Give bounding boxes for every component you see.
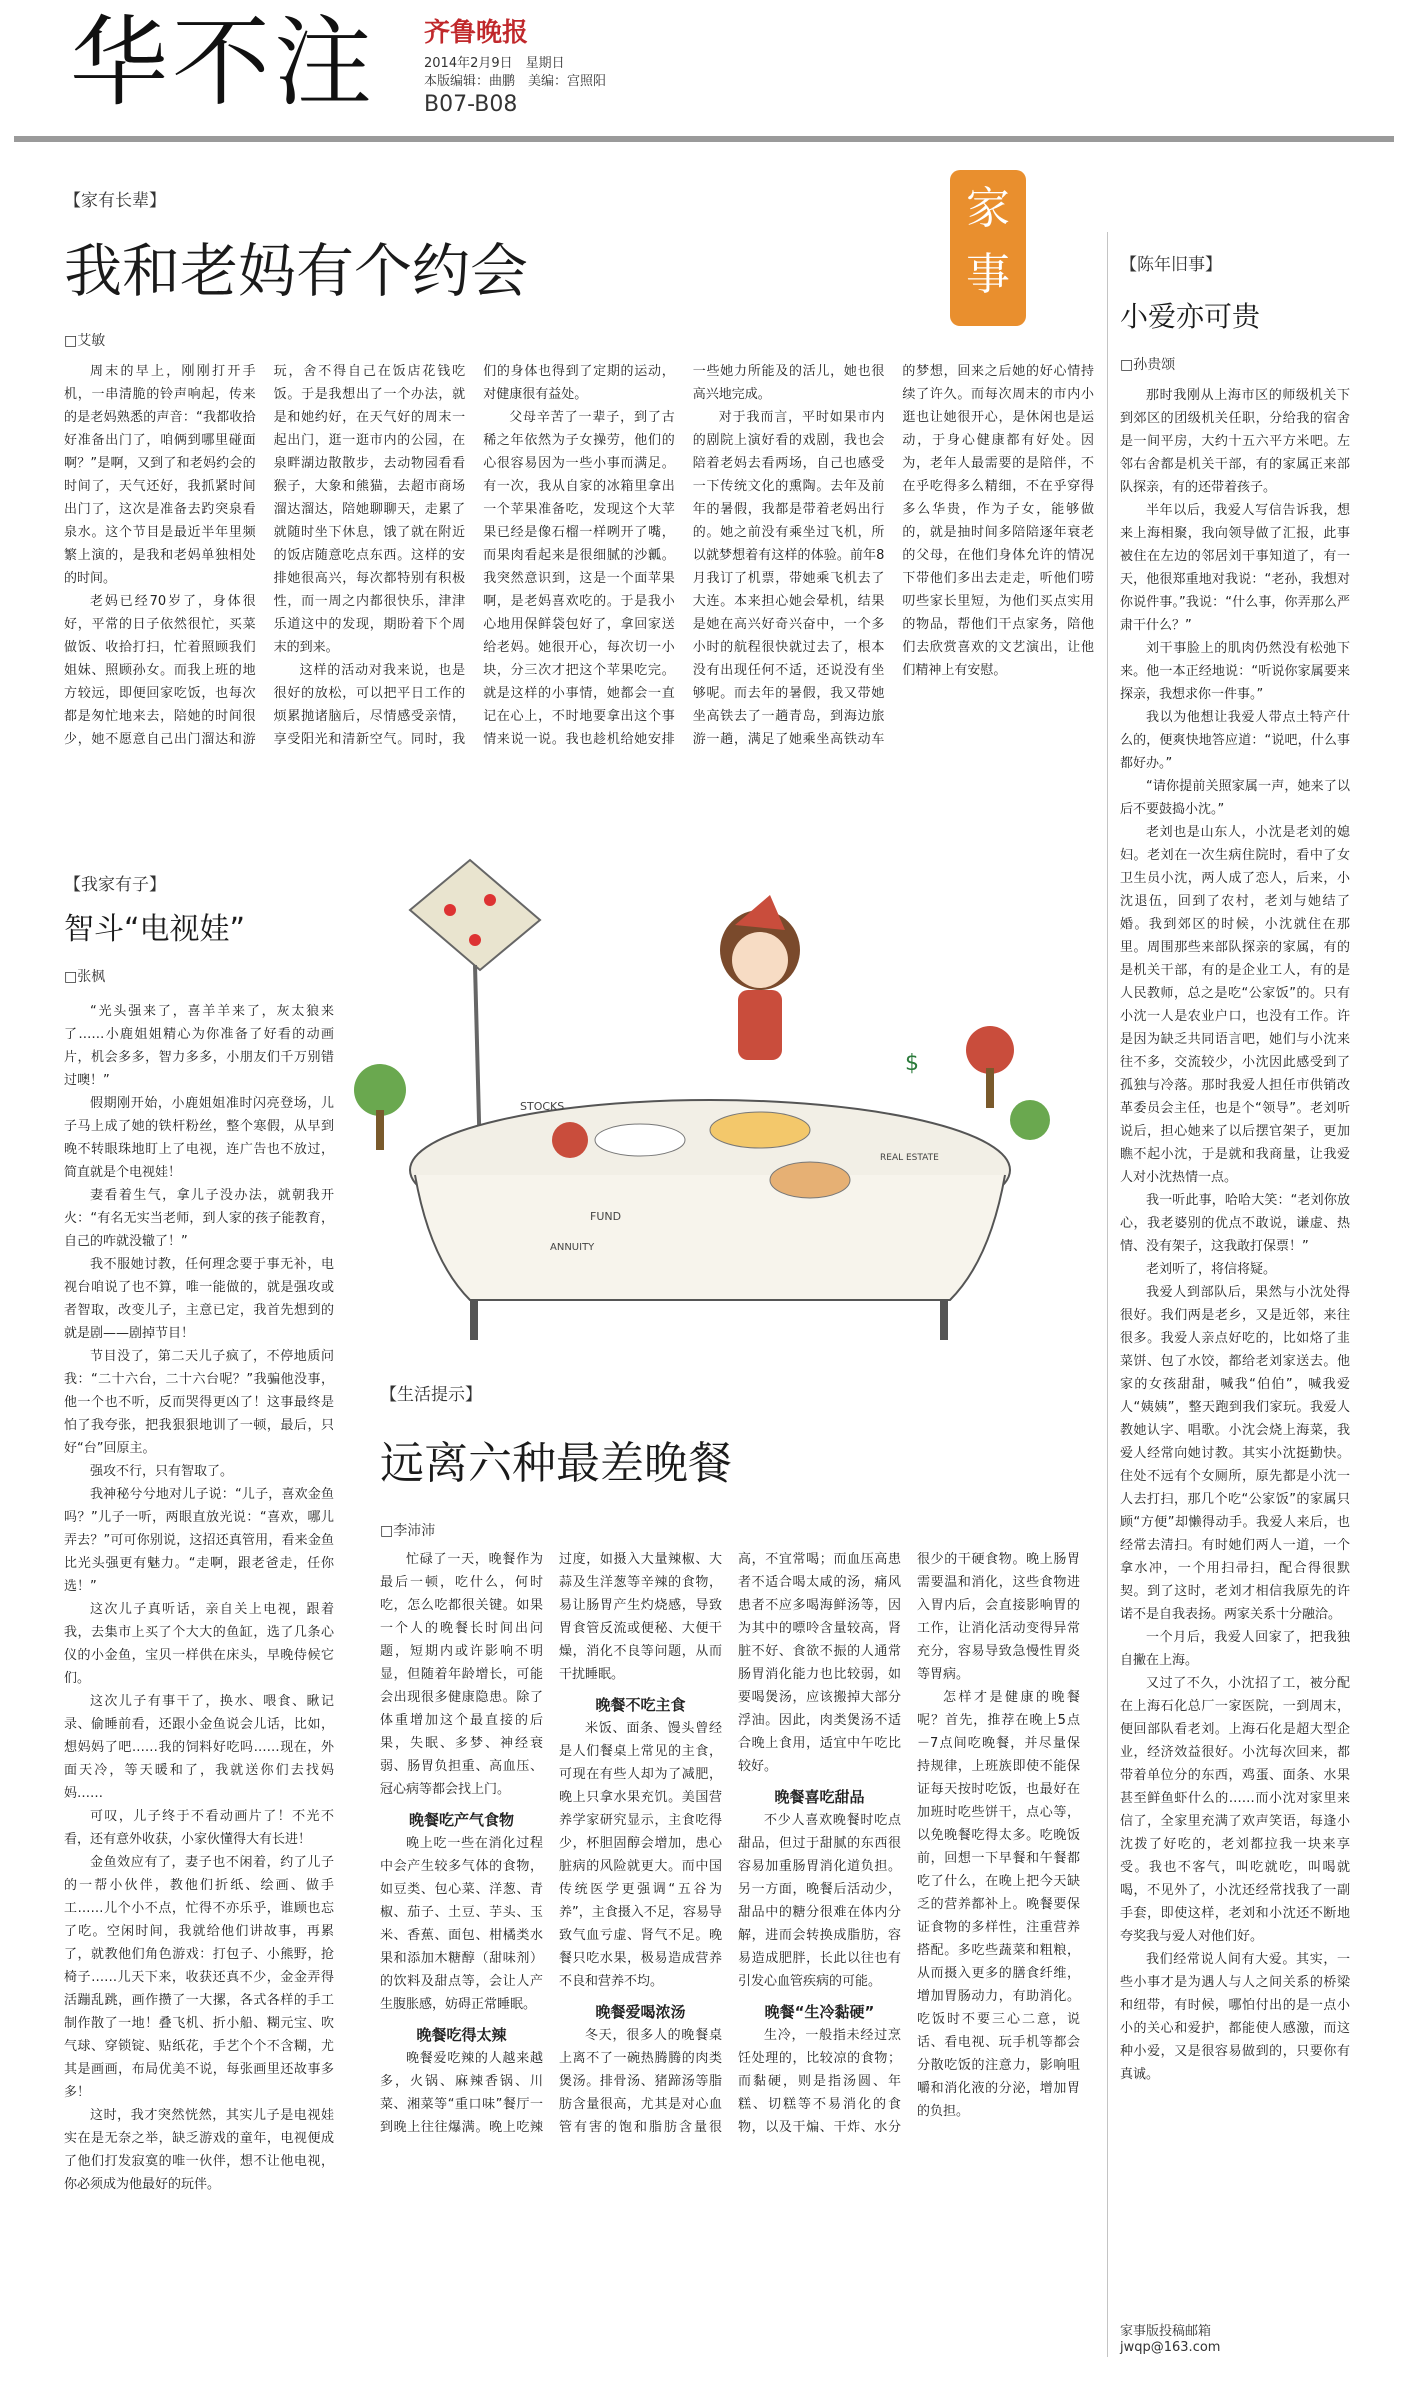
paragraph: 金鱼效应有了，妻子也不闲着，约了儿子的一帮小伙伴，教他们折纸、绘画、做手工……儿个小不点，忙得不亦乐乎，谁顾也忘了吃。空闲时间，我就给他们讲故事，再累了，就教他们角色游戏：打包子、小熊野，抢椅子……儿天下来，收获还真不少，金金弄得活蹦乱跳，画作攒了一大摞，各式各样的手工制作散了一地！叠飞机、折小船、糊元宝、吹气球、穿锁锭、贴纸花，手艺个个不含糊，尤其是画画，布局优美不说，每张画里还故事多多！	[64, 1855, 334, 2100]
paragraph: 半年以后，我爱人写信告诉我，想来上海相聚，我向领导做了汇报，此事被住在左边的邻居刘干事知道了，有一天，他很郑重地对我说：“老孙，我想对你说件事。”我说：“什么事，你弄那么严肃干什么？”	[1120, 503, 1350, 633]
article-body	[64, 360, 1094, 855]
real-estate-label: REAL ESTATE	[880, 1153, 939, 1163]
contact-email[interactable]: jwqp@163.com	[1120, 2340, 1221, 2355]
paragraph: 冬天，很多人的晚餐桌上离不了一碗热腾腾的肉类煲汤。排骨汤、猪蹄汤等脂肪含量很高，尤其是对心血管有害的饱和脂肪含量很高，不宜常喝；而血压高患者不适合喝太咸的汤，痛风患者不应多喝海鲜汤等，因为其中的嘌呤含量较高，肾脏不好、食欲不振的人通常肠胃消化能力也比较弱，如要喝煲汤，应该搬掉大部分浮油。因此，肉类煲汤不适合晚上食用，适宜中午吃比较好。	[559, 1552, 901, 2135]
roast-chicken-icon	[770, 1162, 850, 1198]
section-heading: 晚餐吃产气食物	[408, 1811, 514, 1829]
section-heading: 晚餐“生冷黏硬”	[764, 2003, 875, 2021]
section-heading: 晚餐吃得太辣	[416, 2026, 507, 2044]
paragraph: 怎样才是健康的晚餐呢？首先，推荐在晚上5点－7点间吃晚餐，并尽量保持规律，上班族即使不能保证每天按时吃饭，也最好在加班时吃些饼干，点心等，以免晚餐吃得太多。吃晚饭前，回想一下早餐和午餐都吃了什么，在晚上把今天缺乏的营养都补上。晚餐要保证食物的多样性，注重营养搭配。多吃些蔬菜和粗粮，从而摄入更多的膳食纤维，增加胃肠动力，有助消化。吃饭时不要三心二意，说话、看电视、玩手机等都会分散吃饭的注意力，影响咀嚼和消化液的分泌，增加胃的负担。	[917, 1690, 1080, 2119]
paragraph: 刘干事脸上的肌肉仍然没有松弛下来。他一本正经地说：“听说你家属要来探亲，我想求你一件事。”	[1120, 641, 1350, 702]
stocks-label: STOCKS	[520, 1100, 565, 1113]
paragraph: 我爱人到部队后，果然与小沈处得很好。我们两是老乡，又是近邻，来往很多。我爱人亲点好吃的，比如烙了韭菜饼、包了水饺，都给老刘家送去。他家的女孩甜甜，喊我“伯伯”，喊我爱人“姨姨”，整天跑到我们家玩。我爱人教她认字、唱歌。小沈会烧上海菜，我爱人经常向她讨教。其实小沈挺勤快。住处不远有个女厕所，原先都是小沈一人去打扫，那几个吃“公家饭”的家属只顾“方便”却懒得动手。我爱人来后，也经常去清扫。有时她们两人一道，一个拿水冲，一个用扫帚扫，配合得很默契。到了这时，老刘才相信我原先的许诺不是自我表扬。两家关系十分融洽。	[1120, 1285, 1350, 1622]
paragraph: 节目没了，第二天儿子疯了，不停地质问我：“二十六台，二十六台呢？”我骗他没事，他一个也不听，反而哭得更凶了！这事最终是怕了我夸张，把我狠狠地训了一顿，最后，只好“台”回原主。	[64, 1349, 334, 1456]
contact-label: 家事版投稿邮箱	[1120, 2324, 1212, 2339]
paragraph: 又过了不久，小沈招了工，被分配在上海石化总厂一家医院，一到周末，便回部队看老刘。上海石化是超大型企业，经济效益很好。小沈每次回来，都带着单位分的东西，鸡蛋、面条、水果甚至鲜鱼虾什么的……而小沈对家里来信了，全家里充满了欢声笑语，每逢小沈拨了好吃的，老刘都拉我一块来享受。我也不客气，叫吃就吃，叫喝就喝，不见外了，小沈还经常找我了一副手套，即使这样，老刘和小沈还不断地夸奖我与爱人对他们好。	[1120, 1676, 1350, 1944]
paragraph: 父母辛苦了一辈子，到了古稀之年依然为子女操劳，他们的心很容易因为一些小事而满足。有一次，我从自家的冰箱里拿出一个苹果准备吃，发现这个大苹果已经是像石榴一样咧开了嘴，而果肉看起来是很细腻的沙瓤。我突然意识到，这是一个面苹果啊，是老妈喜欢吃的。于是我小心地用保鲜袋包好了，拿回家送给老妈。她很开心，每次切一小块，分三次才把这个苹果吃完。就是这样的小事情，她都会一直记在心上，不时地要拿出这个事情来说一说。我也趁机给她安排一些她力所能及的活儿，她也很高兴地完成。	[483, 364, 885, 747]
editor-credits: 本版编辑：曲鹏 美编：宫照阳	[424, 74, 607, 89]
article-headline: 我和老妈有个约会	[64, 237, 529, 305]
plate-icon	[595, 1124, 685, 1156]
article-body	[64, 1000, 334, 2345]
article-byline: □张枫	[64, 969, 106, 985]
newspaper-name: 齐鲁晚报	[424, 18, 529, 48]
paragraph: 可叹，儿子终于不看动画片了！不光不看，还有意外收获，小家伙懂得大有长进！	[64, 1809, 334, 1847]
paragraph: 假期刚开始，小鹿姐姐准时闪亮登场，儿子马上成了她的铁杆粉丝，整个寒假，从早到晚不转眼珠地盯上了电视，连广告也不放过，简直就是个电视娃！	[64, 1096, 334, 1180]
article-body	[380, 1548, 1080, 2348]
paragraph: 这次儿子有事干了，换水、喂食、瞅记录、偷睡前看，还跟小金鱼说会儿话，比如，想妈妈了吧……我的饲料好吃吗……现在，外面天冷，等天暖和了，我就送你们去找妈妈……	[64, 1694, 334, 1801]
masthead-rule	[14, 136, 1394, 142]
paragraph: 这时，我才突然恍然，其实儿子是电视娃实在是无奈之举，缺乏游戏的童年，电视便成了他们打发寂寞的唯一伙伴，想不让他电视，你必须成为他最好的玩伴。	[64, 2108, 334, 2192]
bananas-icon	[710, 1112, 810, 1148]
section-title: 华不注	[70, 6, 377, 120]
section-heading: 晚餐爱喝浓汤	[595, 2003, 686, 2021]
page-numbers: B07-B08	[424, 92, 518, 117]
paragraph: 不少人喜欢晚餐时吃点甜品，但过于甜腻的东西很容易加重肠胃消化道负担。另一方面，晚餐后活动少，甜品中的糖分很难在体内分解，进而会转换成脂肪，容易造成肥胖，长此以往也有引发心血管疾病的可能。	[738, 1813, 901, 1989]
paragraph: 米饭、面条、馒头曾经是人们餐桌上常见的主食，可现在有些人却为了减肥，晚上只拿水果充饥。美国营养学家研究显示，主食吃得少，杯胆固醇会增加，患心脏病的风险就更大。而中国传统医学更强调“五谷为养”，主食摄入不足，容易导致气血亏虚、肾气不足。晚餐只吃水果，极易造成营养不良和营养不均。	[559, 1721, 722, 1989]
paragraph: 那时我刚从上海市区的师级机关下到郊区的团级机关任职，分给我的宿舍是一间平房，大约十五六平方米吧。左邻右舍都是机关干部，有的家属正来部队探亲，有的还带着孩子。	[1120, 388, 1350, 495]
paragraph: 妻看着生气，拿儿子没办法，就朝我开火：“有名无实当老师，到人家的孩子能教育，自己的咋就没辙了！”	[64, 1188, 334, 1249]
paragraph: 强攻不行，只有智取了。	[90, 1464, 234, 1479]
paragraph: 我不服她讨教，任何理念要于事无补，电视台咱说了也不算，唯一能做的，就是强攻或者智取，改变儿子，主意已定，我首先想到的就是剧——剧掉节目！	[64, 1257, 334, 1341]
paragraph: 晚餐爱吃辣的人越来越多，火锅、麻辣香锅、川菜、湘菜等“重口味”餐厅一到晚上往往爆满。晚上吃辣过度，如摄入大量辣椒、大蒜及生洋葱等辛辣的食物，易让肠胃产生灼烧感，导致胃食管反流或便秘、大便干燥，消化不良等问题，从而干扰睡眠。	[380, 1552, 722, 2135]
paragraph: 一个月后，我爱人回家了，把我独自撇在上海。	[1120, 1630, 1350, 1668]
paragraph: 这样的活动对我来说，也是很好的放松，可以把平日工作的烦累抛诸脑后，尽情感受亲情，享受阳光和清新空气。同时，我们的身体也得到了定期的运动，对健康很有益处。	[273, 364, 675, 747]
tablecloth	[415, 1175, 1005, 1300]
section-badge	[950, 170, 1026, 326]
paragraph: 晚上吃一些在消化过程中会产生较多气体的食物，如豆类、包心菜、洋葱、青椒、茄子、土豆、芋头、玉米、香蕉、面包、柑橘类水果和添加木糖醇（甜味剂）的饮料及甜点等，会让人产生腹胀感，妨碍正常睡眠。	[380, 1836, 543, 2012]
paragraph: 老妈已经70岁了，身体很好，平常的日子依然很忙，买菜做饭、收拾打扫，忙着照顾我们姐妹、照顾孙女。而我上班的地方较远，即便回家吃饭，也每次都是匆忙地来去，陪她的时间很少，她不愿意自己出门溜达和游玩，舍不得自己在饭店花钱吃饭。于是我想出了一个办法，就是和她约好，在天气好的周末一起出门，逛一逛市内的公园，在泉畔湖边散散步，去动物园看看猴子，大象和熊猫，去超市商场溜达溜达，陪她聊聊天，走累了就随时坐下休息，饿了就在附近的饭店随意吃点东西。这样的安排她很高兴，每次都特别有积极性，而一周之内都很快乐，津津乐道这中的发现，期盼着下个周末的到来。	[64, 364, 466, 747]
girl-character-icon	[720, 895, 800, 1060]
article-byline: □李沛沛	[380, 1523, 436, 1539]
annuity-label: ANNUITY	[550, 1242, 595, 1253]
article-headline: 小爱亦可贵	[1120, 300, 1261, 333]
article-tag: 【我家有子】	[64, 875, 166, 895]
paragraph: “请你提前关照家属一声，她来了以后不要鼓捣小沈。”	[1120, 779, 1350, 817]
paragraph: 我们经常说人间有大爱。其实，一些小事才是为遇人与人之间关系的桥梁和纽带，有时候，哪怕付出的是一点小小的关心和爱护，都能使人感激，而这种小爱，又是很容易做到的，只要你有真诚。	[1120, 1952, 1350, 2082]
paragraph: 对于我而言，平时如果市内的剧院上演好看的戏剧，我也会陪着老妈去看两场，自己也感受一下传统文化的熏陶。去年及前年的暑假，我都是带着老妈出行的。她之前没有乘坐过飞机，所以就梦想着有这样的体验。前年8月我订了机票，带她乘飞机去了大连。本来担心她会晕机，结果是她在高兴好奇兴奋中，一个多小时的航程很快就过去了，根本没有出现任何不适，还说没有坐够呢。而去年的暑假，我又带她坐高铁去了一趟青岛，到海边旅游一趟，满足了她乘坐高铁动车的梦想，回来之后她的好心情持续了许久。而每次周末的市内小逛也让她很开心，是休闲也是运动，于身心健康都有好处。因为，老年人最需要的是陪伴，不在乎吃得多么精细，不在乎穿得多么华贵，作为子女，能够做的，就是抽时间多陪陪逐年衰老的父母，在他们身体允许的情况下带他们多出去走走，听他们唠叨些家长里短，为他们买点实用的物品，帮他们干点家务，陪他们去欣赏喜欢的文艺演出，让他们精神上有安慰。	[692, 364, 1094, 747]
article-byline: □孙贵颂	[1120, 357, 1176, 373]
paragraph: 老刘听了，将信将疑。	[1146, 1262, 1277, 1277]
article-tag: 【生活提示】	[380, 1385, 482, 1405]
paragraph: 这次儿子真听话，亲自关上电视，跟着我，去集市上买了个大大的鱼缸，选了几条心仪的小金鱼，宝贝一样供在床头，早晚侍候它们。	[64, 1602, 334, 1686]
section-heading: 晚餐喜吃甜品	[774, 1788, 865, 1806]
article-tag: 【陈年旧事】	[1120, 255, 1222, 275]
paragraph: 周末的早上，刚刚打开手机，一串清脆的铃声响起，传来的是老妈熟悉的声音：“我都收拾好准备出门了，咱俩到哪里碰面啊？”是啊，又到了和老妈约会的时间了，天气还好，我抓紧时间出门了，这次是准备去趵突泉看泉水。这个节目是最近半年里频繁上演的，是我和老妈单独相处的时间。	[64, 364, 256, 586]
dollar-sign-label: $	[905, 1051, 919, 1076]
paragraph: 生冷，一般指未经过烹饪处理的，比较凉的食物；而黏硬，则是指汤圆、年糕、切糕等不易消化的食物，以及干煸、干炸、水分很少的干硬食物。晚上肠胃需要温和消化，这些食物进入胃内后，会直接影响胃的工作，让消化活动变得异常充分，容易导致急慢性胃炎等胃病。	[738, 1552, 1080, 2135]
paragraph: 我神秘兮兮地对儿子说：“儿子，喜欢金鱼吗？”儿子一听，两眼直放光说：“喜欢，哪儿弄去？”可可你别说，这招还真管用，看来金鱼比光头强更有魅力。“走啊，跟老爸走，任你选！”	[64, 1487, 334, 1594]
column-divider	[1107, 232, 1108, 2357]
issue-date: 2014年2月9日 星期日	[424, 56, 565, 71]
article-tag: 【家有长辈】	[64, 191, 166, 211]
article-body	[1120, 384, 1350, 2314]
article-byline: □艾敏	[64, 333, 106, 349]
badge-text: 家事	[966, 183, 1010, 300]
article-headline: 智斗“电视娃”	[64, 912, 246, 947]
fruit-icon	[552, 1122, 588, 1158]
paragraph: 老刘也是山东人，小沈是老刘的媳妇。老刘在一次生病住院时，看中了女卫生员小沈，两人成了恋人，后来，小沈退伍，回到了农村，老刘与她结了婚。我到郊区的时候，小沈就住在那里。周围那些来部队探亲的家属，有的是机关干部，有的是企业工人，有的是人民教师，总之是吃“公家饭”的。只有小沈一人是农业户口，也没有工作。许是因为缺乏共同语言吧，她们与小沈来往不多，交流较少，小沈因此感受到了孤独与冷落。那时我爱人担任市供销改革委员会主任，也是个“领导”。老刘听说后，担心她来了以后摆官架子，更加瞧不起小沈，于是就和我商量，让我爱人对小沈热情一点。	[1120, 825, 1350, 1185]
paragraph: “光头强来了，喜羊羊来了，灰太狼来了……小鹿姐姐精心为你准备了好看的动画片，机会多多，智力多多，小朋友们千万别错过噢！”	[64, 1004, 334, 1088]
dinner-table-illustration	[340, 840, 1060, 1360]
paragraph: 忙碌了一天，晚餐作为最后一顿，吃什么，何时吃，怎么吃都很关键。如果一个人的晚餐长时间出问题，短期内或许影响不明显，但随着年龄增长，可能会出现很多健康隐患。除了体重增加这个最直接的后果，失眠、多梦、神经衰弱、肠胃负担重、高血压、冠心病等都会找上门。	[380, 1552, 543, 1797]
paragraph: 我以为他想让我爱人带点土特产什么的，便爽快地答应道：“说吧，什么事都好办。”	[1120, 710, 1350, 771]
section-heading: 晚餐不吃主食	[595, 1696, 686, 1714]
paragraph: 我一听此事，哈哈大笑：“老刘你放心，我老婆别的优点不敢说，谦虚、热情、没有架子，这我敢打保票！”	[1120, 1193, 1350, 1254]
fund-label: FUND	[590, 1210, 622, 1223]
article-headline: 远离六种最差晚餐	[380, 1438, 732, 1489]
